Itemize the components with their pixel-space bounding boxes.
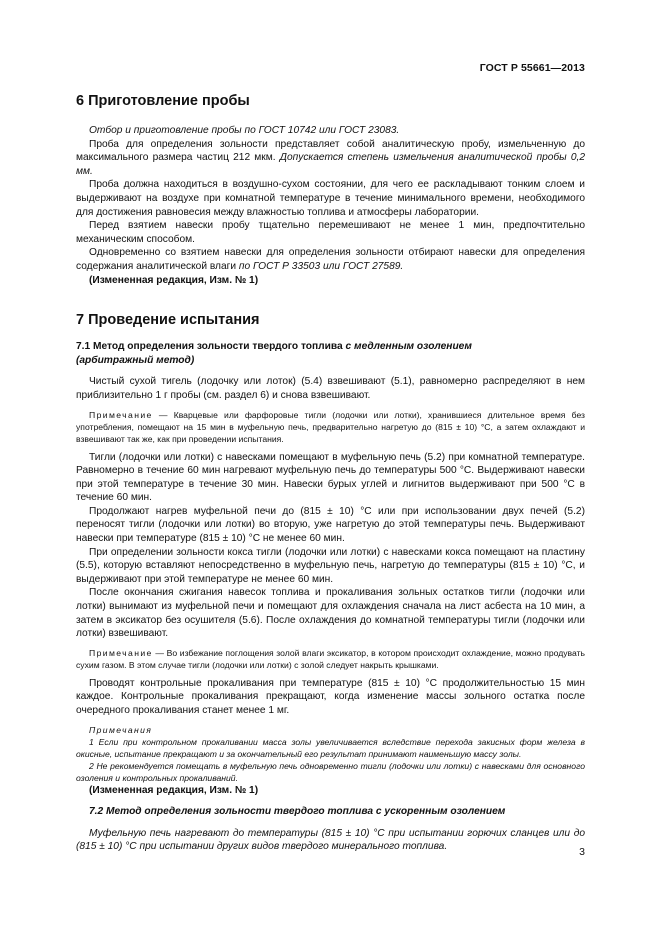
section-7-para-6: Проводят контрольные прокаливания при температуре (815 ± 10) °C продолжительностью 15 мин каждое. Контрольные прокаливания прекращают, когда изменение массы зольного остатка после очередного прокаливания станет менее 1 мг. (76, 677, 585, 716)
note-2-label: Примечание (89, 647, 153, 658)
notes-label: Примечания (89, 724, 153, 735)
subsection-7-2-title: 7.2 Метод определения зольности твердого топлива с ускоренным озолением (89, 806, 506, 818)
subsection-7-1-title-italic: с медленным озолением (345, 341, 472, 353)
note-1 (76, 409, 585, 445)
section-6-para-3: Проба должна находиться в воздушно-сухом состоянии, для чего ее раскладывают тонким слоем и выдерживают на воздухе при комнатной температуре в течение минимального времени, необходимого для достижения равновесия между влажностью топлива и атмосферы лаборатории. (76, 179, 585, 218)
note-1-text: — Кварцевые или фарфоровые тигли (лодочки или лотки), хранившиеся длительное время без употребления, помещают на 15 мин в муфельную печь, предварительно нагретую до (815 ± 10) °C, а затем охлаждают и взвешивают так же, как при проведении испытания. (76, 409, 585, 444)
section-6-title: 6 Приготовление пробы (76, 93, 250, 109)
section-6-para-2 (76, 138, 585, 179)
note-item-2: 2 Не рекомендуется помещать в муфельную печь одновременно тигли (лодочки или лотки) с навесками для основного озоления и контрольных прокаливаний. (76, 760, 585, 783)
section-7-para-2: Тигли (лодочки или лотки) с навесками помещают в муфельную печь (5.2) при комнатной температуре. Равномерно в течение 60 мин нагревают муфельную печь до температуры 500 °C. Выдерживают навески при этой температуре в течение 30 мин. Навески бурых углей и лигнитов выдерживают при 500 °C в течение 60 мин. (76, 451, 585, 504)
page-content (76, 92, 585, 854)
note-2 (76, 647, 585, 671)
section-6-para-5 (76, 246, 585, 273)
section-7-para-7: Муфельную печь нагревают до температуры (815 ± 10) °C при испытании горючих сланцев или до (815 ± 10) °C при испытании других видов твердого минерального топлива. (76, 827, 585, 853)
note-item-1: 1 Если при контрольном прокаливании масса золы увеличивается вследствие перехода закисных форм железа в окисные, испытание прекращают и за окончательный его результат принимают наименьшую массу золы. (76, 736, 585, 759)
section-6-para-2-text: Проба для определения зольности представляет собой аналитическую пробу, измельченную до максимального размера частиц 212 мкм. (76, 138, 585, 164)
subsection-7-1-subtitle: (арбитражный метод) (76, 354, 195, 366)
section-7-para-3: Продолжают нагрев муфельной печи до (815 ± 10) °C или при использовании двух печей (5.2) переносят тигли (лодочки или лотки) во вторую, уже нагретую до этой температуры печь. Выдерживают навески при температуре (815 ± 10) °C не менее 60 мин. (76, 505, 585, 545)
section-7-revision: (Измененная редакция, Изм. № 1) (89, 784, 259, 796)
document-code-header: ГОСТ Р 55661—2013 (479, 62, 585, 74)
section-7-title: 7 Проведение испытания (76, 312, 260, 329)
section-6-para-1: Отбор и приготовление пробы по ГОСТ 10742 или ГОСТ 23083. (89, 125, 400, 136)
section-6-revision: (Измененная редакция, Изм. № 1) (89, 274, 259, 286)
page-number: 3 (579, 846, 585, 858)
section-6-para-2-italic: Допускается степень измельчения аналитической пробы 0,2 мм. (76, 152, 585, 177)
section-6-para-5-italic: по ГОСТ Р 33503 или ГОСТ 27589. (238, 260, 404, 272)
note-1-label: Примечание (89, 409, 153, 420)
section-7-para-4: При определении зольности кокса тигли (лодочки или лотки) с навесками кокса помещают на пластину (5.5), которую вставляют непосредственно в муфельную печь, нагретую до температуры (815 ± 10) °C, и выдерживают при этой температуре не менее 60 мин. (76, 546, 585, 585)
section-6-para-5-text: Одновременно со взятием навески для определения зольности отбирают навески для определения содержания аналитической влаги (76, 247, 585, 272)
note-2-text: — Во избежание поглощения золой влаги эксикатор, в котором происходит охлаждение, можно продувать сухим газом. В этом случае тигли (лодочки или лотки) с золой следует накрыть крышками. (76, 647, 585, 670)
subsection-7-1-title-text: 7.1 Метод определения зольности твердого топлива (76, 341, 346, 353)
section-7-para-5: После окончания сжигания навесок топлива и прокаливания зольных остатков тигли (лодочки или лотки) вынимают из муфельной печи и помещают для охлаждения сначала на лист асбеста на 10 мин, а затем в эксикатор без осушителя (5.6). После охлаждения до комнатной температуры тигли (лодочки или лотки) взвешивают. (76, 587, 585, 640)
section-6-para-4: Перед взятием навески пробу тщательно перемешивают не менее 1 мин, предпочтительно механическим способом. (76, 220, 585, 245)
section-7-para-1: Чистый сухой тигель (лодочку или лоток) (5.4) взвешивают (5.1), равномерно распределяют в нем приблизительно 1 г пробы (см. раздел 6) и снова взвешивают. (76, 376, 585, 401)
subsection-7-1-title (76, 340, 585, 354)
